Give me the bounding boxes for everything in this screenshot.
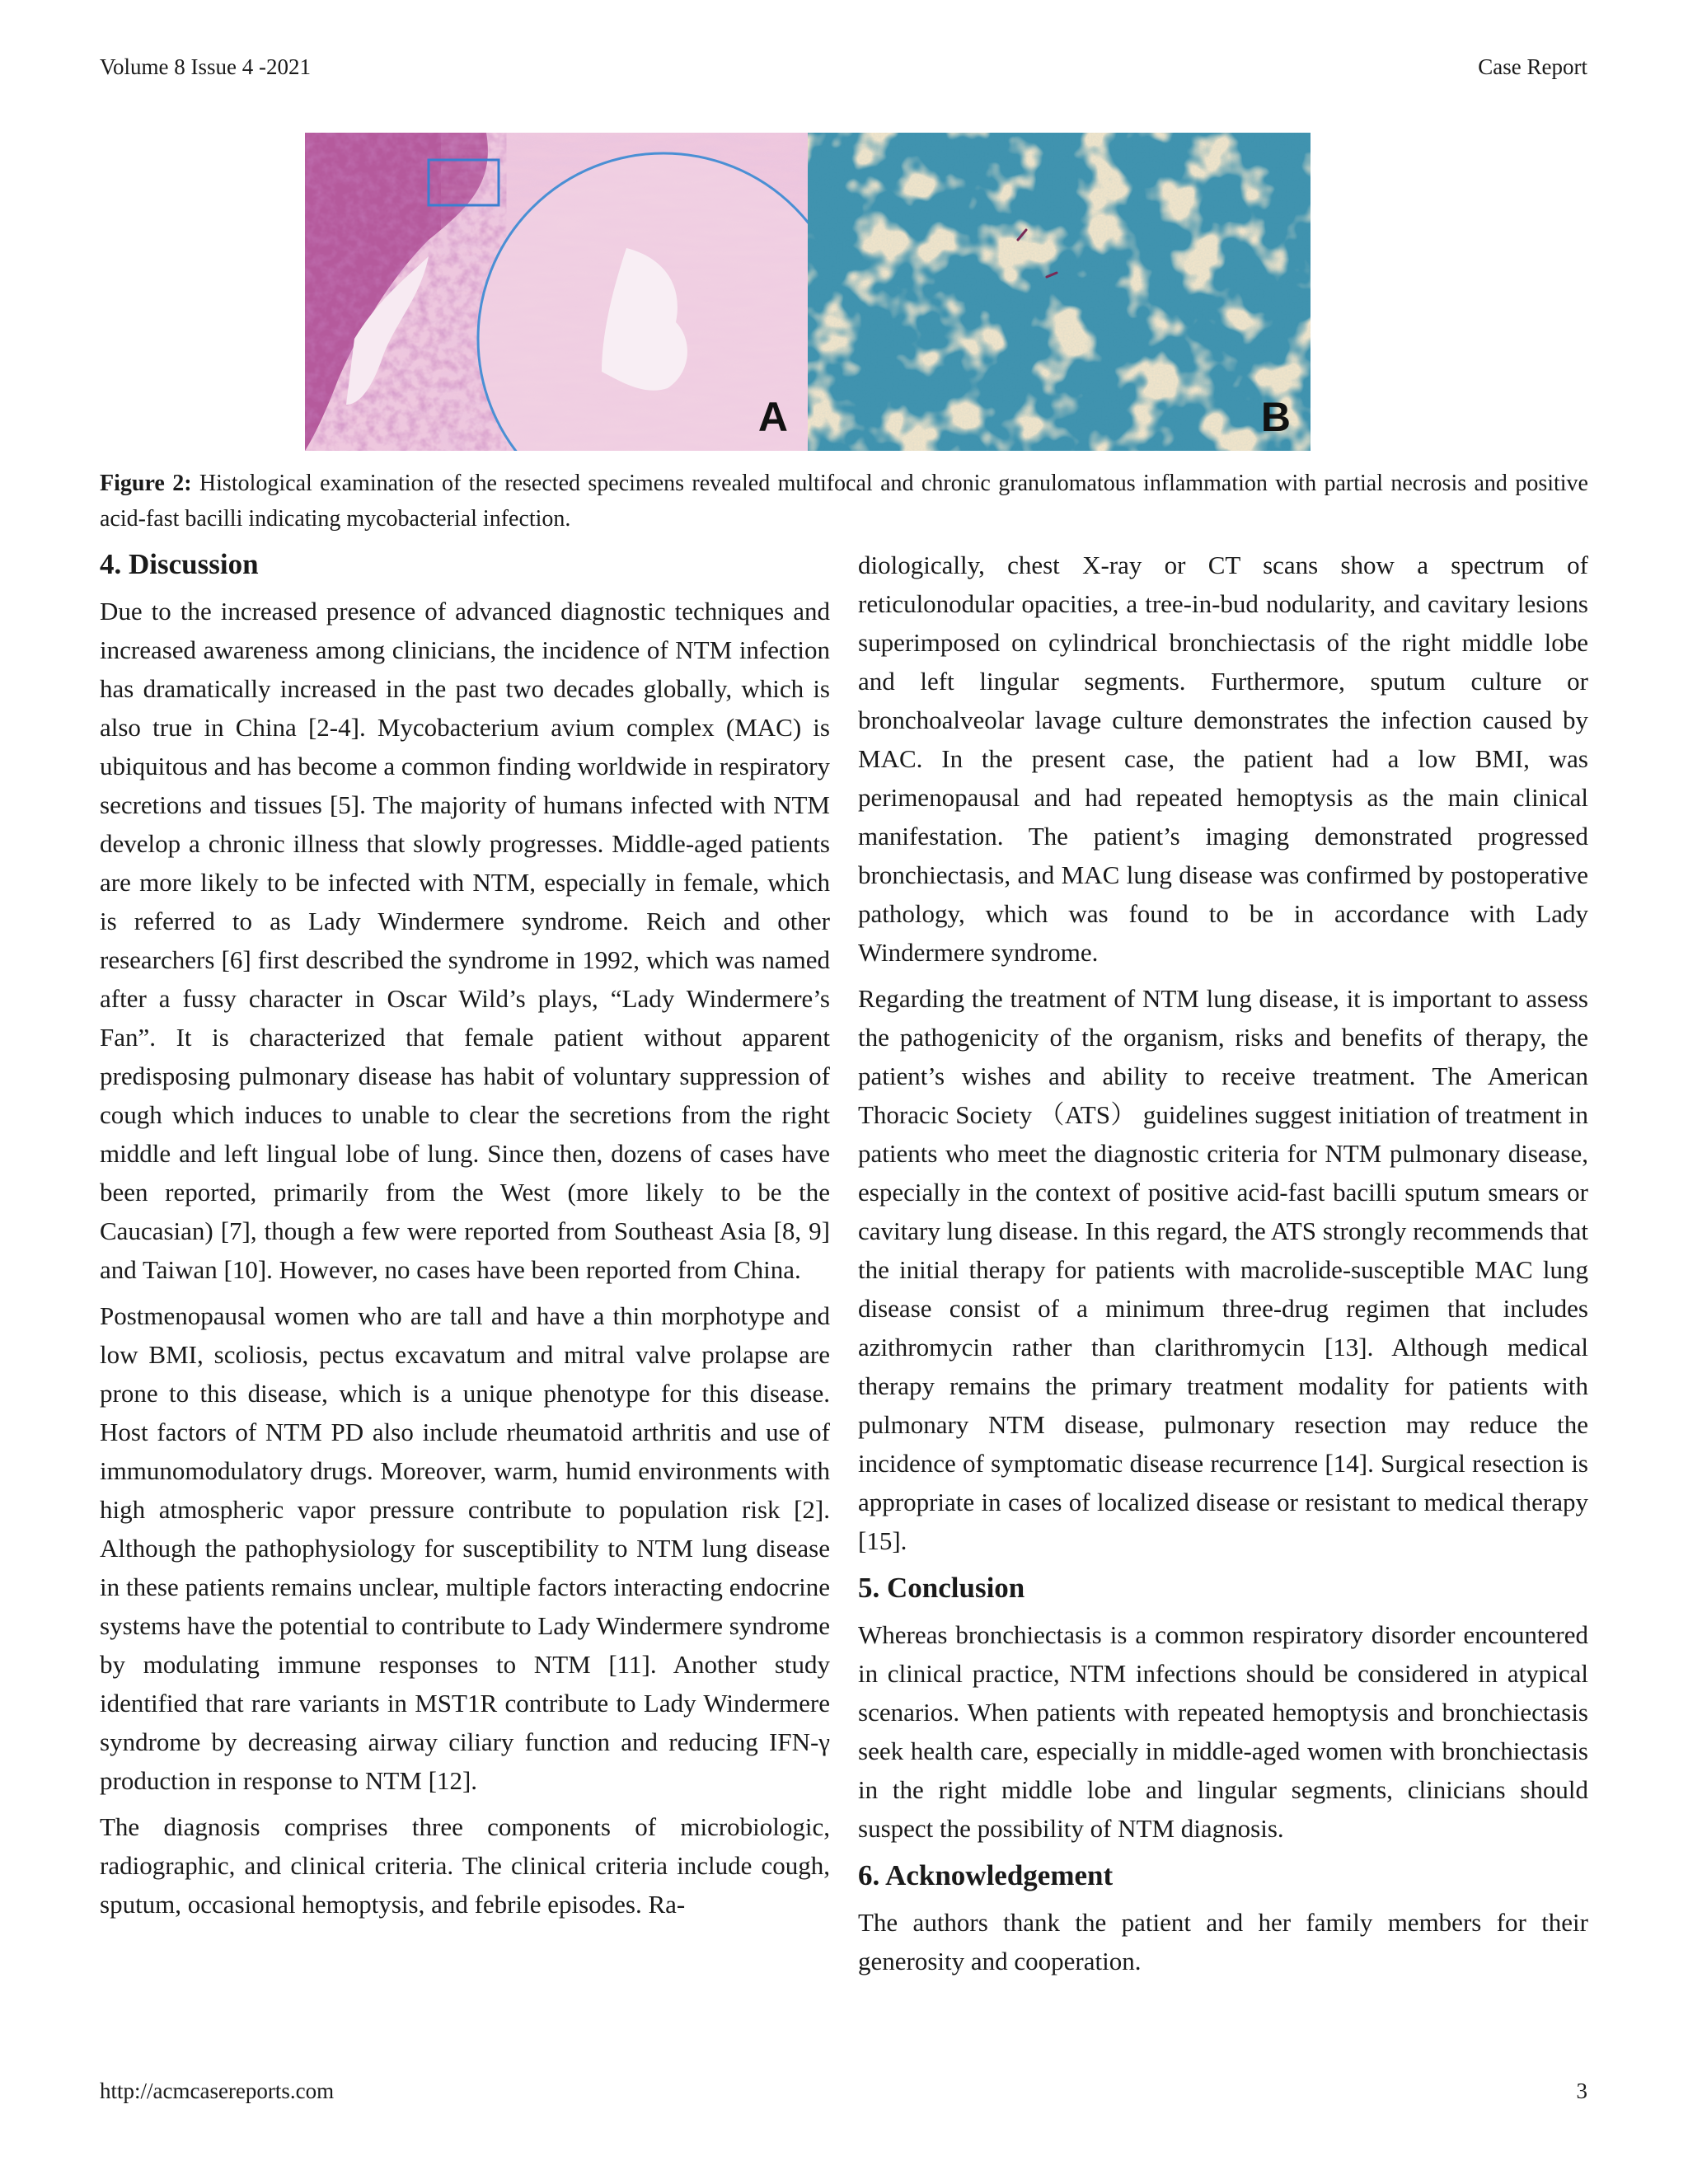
histology-he-stain-image	[305, 133, 808, 451]
panel-label-a: A	[757, 394, 788, 440]
discussion-paragraph-4: Regarding the treatment of NTM lung disease, it is important to assess the pathogenicity of the organism, risks and benefits of therapy, the patient’s wishes and ability to receive treatment. The American Thoracic Society （ATS） guidelines suggest initiation of treatment in patients who meet the diagnostic criteria for NTM pulmonary disease, especially in the context of positive acid-fast bacilli sputum smears or cavitary lung disease. In this regard, the ATS strongly recommends that the initial therapy for patients with macrolide-susceptible MAC lung disease consist of a minimum three-drug regimen that includes azithromycin rather than clarithromycin [13]. Although medical therapy remains the primary treatment modality for patients with pulmonary NTM disease, pulmonary resection may reduce the incidence of symptomatic disease recurrence [14]. Surgical resection is appropriate in cases of localized disease or resistant to medical therapy [15].	[858, 984, 1588, 1555]
panel-label-b: B	[1260, 394, 1291, 440]
acid-fast-stain-image	[808, 133, 1311, 451]
conclusion-heading: 5. Conclusion	[858, 1572, 1025, 1604]
journal-volume: Volume 8 Issue 4 -2021	[100, 54, 311, 79]
figure-caption	[100, 466, 1588, 537]
journal-url[interactable]: http://acmcasereports.com	[100, 2079, 335, 2103]
discussion-paragraph-3-continued: diologically, chest X-ray or CT scans show a spectrum of reticulonodular opacities, a tree-in-bud nodularity, and cavitary lesions superimposed on cylindrical bronchiectasis of the right middle lobe and left lingular segments. Furthermore, sputum culture or bronchoalveolar lavage culture demonstrates the infection caused by MAC. In the present case, the patient had a low BMI, was perimenopausal and had repeated hemoptysis as the main clinical manifestation. The patient’s imaging demonstrated progressed bronchiectasis, and MAC lung disease was confirmed by postoperative pathology, which was found to be in accordance with Lady Windermere syndrome.	[858, 551, 1588, 967]
conclusion-paragraph: Whereas bronchiectasis is a common respiratory disorder encountered in clinical practice, NTM infections should be considered in atypical scenarios. When patients with repeated hemoptysis and bronchiectasis seek health care, especially in middle-aged women with bronchiectasis in the right middle lobe and lingular segments, clinicians should suspect the possibility of NTM diagnosis.	[858, 1620, 1588, 1843]
figure-caption-text: Histological examination of the resected specimens revealed multifocal and chronic granulomatous inflammation with partial necrosis and positive acid-fast bacilli indicating mycobacterial infection.	[100, 471, 1588, 532]
figure-panel-b-acid-fast	[808, 133, 1311, 451]
article-type: Case Report	[1478, 54, 1587, 79]
figure-caption-label: Figure 2:	[100, 471, 192, 496]
acknowledgement-paragraph: The authors thank the patient and her family members for their generosity and cooperation.	[858, 1908, 1588, 1975]
right-column	[858, 544, 1588, 1988]
figure-panel-a-histology	[305, 133, 808, 451]
discussion-paragraph-3: The diagnosis comprises three components of microbiologic, radiographic, and clinical criteria. The clinical criteria include cough, sputum, occasional hemoptysis, and febrile episodes. Ra-	[100, 1812, 830, 1919]
discussion-heading: 4. Discussion	[100, 548, 259, 580]
discussion-paragraph-1: Due to the increased presence of advanced diagnostic techniques and increased awareness among clinicians, the incidence of NTM infection has dramatically increased in the past two decades globally, which is also true in China [2-4]. Mycobacterium avium complex (MAC) is ubiquitous and has become a common finding worldwide in respiratory secretions and tissues [5]. The majority of humans infected with NTM develop a chronic illness that slowly progresses. Middle-aged patients are more likely to be infected with NTM, especially in female, which is referred to as Lady Windermere syndrome. Reich and other researchers [6] first described the syndrome in 1992, which was named after a fussy character in Oscar Wild’s plays, “Lady Windermere’s Fan”. It is characterized that female patient without apparent predisposing pulmonary disease has habit of voluntary suppression of cough which induces to unable to clear the secretions from the right middle and left lingual lobe of lung. Since then, dozens of cases have been reported, primarily from the West (more likely to be the Caucasian) [7], though a few were reported from Southeast Asia [8, 9] and Taiwan [10]. However, no cases have been reported from China.	[100, 597, 830, 1284]
page-number: 3	[1576, 2079, 1587, 2103]
discussion-paragraph-2: Postmenopausal women who are tall and have a thin morphotype and low BMI, scoliosis, pectus excavatum and mitral valve prolapse are prone to this disease, which is a unique phenotype for this disease. Host factors of NTM PD also include rheumatoid arthritis and use of immunomodulatory drugs. Moreover, warm, humid environments with high atmospheric vapor pressure contribute to population risk [2]. Although the pathophysiology for susceptibility to NTM lung disease in these patients remains unclear, multiple factors interacting endocrine systems have the potential to contribute to Lady Windermere syndrome by modulating immune responses to NTM [11]. Another study identified that rare variants in MST1R contribute to Lady Windermere syndrome by decreasing airway ciliary function and reducing IFN-γ production in response to NTM [12].	[100, 1301, 830, 1795]
left-column	[100, 544, 830, 1931]
page-footer	[100, 2079, 1587, 2104]
acknowledgement-heading: 6. Acknowledgement	[858, 1859, 1114, 1891]
figure-2	[305, 133, 1311, 451]
running-header	[100, 54, 1587, 80]
